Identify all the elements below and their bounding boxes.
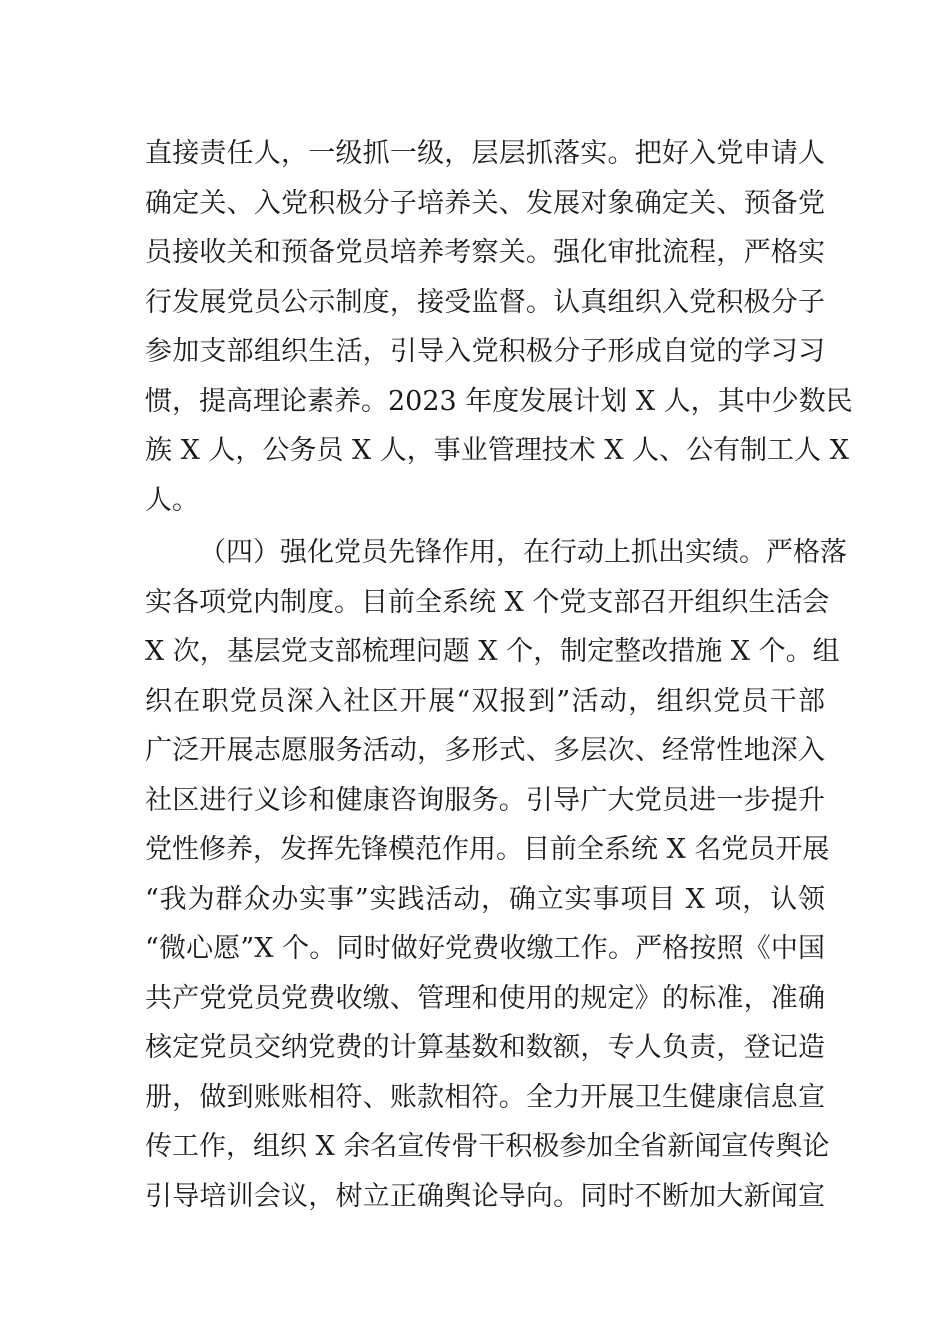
- text-line: 共产党党员党费收缴、管理和使用的规定》的标准，准确: [145, 982, 825, 1014]
- text-line: 传工作，组织 X 余名宣传骨干积极参加全省新闻宣传舆论: [145, 1131, 830, 1162]
- text-line: 实各项党内制度。目前全系统 X 个党支部召开组织生活会: [145, 586, 830, 618]
- text-line: 人。: [145, 484, 199, 516]
- text-line: “微心愿”X 个。同时做好党费收缴工作。严格按照《中国: [145, 933, 825, 964]
- text-line: 广泛开展志愿服务活动，多形式、多层次、经常性地深入: [145, 735, 825, 766]
- text-line: 织在职党员深入社区开展“双报到”活动，组织党员干部: [145, 685, 825, 717]
- text-line: 惯，提高理论素养。2023 年度发展计划 X 人，其中少数民: [145, 385, 853, 417]
- text-line: 参加支部组织生活，引导入党积极分子形成自觉的学习习: [145, 336, 825, 367]
- paragraph-1: [145, 129, 853, 525]
- text-line: 党性修养，发挥先锋模范作用。目前全系统 X 名党员开展: [145, 834, 830, 865]
- text-line: “我为群众办实事”实践活动，确立实事项目 X 项，认领: [145, 883, 825, 915]
- text-line: 员接收关和预备党员培养考察关。强化审批流程，严格实: [145, 237, 825, 268]
- text-line: 社区进行义诊和健康咨询服务。引导广大党员进一步提升: [145, 784, 825, 816]
- text-line: 族 X 人，公务员 X 人，事业管理技术 X 人、公有制工人 X: [145, 435, 849, 466]
- text-line: 册，做到账账相符、账款相符。全力开展卫生健康信息宣: [145, 1081, 825, 1113]
- document-body: [145, 129, 853, 1221]
- text-line: X 次，基层党支部梳理问题 X 个，制定整改措施 X 个。组: [145, 636, 840, 667]
- text-line: 核定党员交纳党费的计算基数和数额，专人负责，登记造: [145, 1032, 825, 1063]
- paragraph-2: [145, 528, 847, 1221]
- text-line: 行发展党员公示制度，接受监督。认真组织入党积极分子: [145, 286, 825, 318]
- text-line: 直接责任人，一级抓一级，层层抓落实。把好入党申请人: [145, 138, 825, 169]
- section-heading-line: （四）强化党员先锋作用，在行动上抓出实绩。严格落: [199, 537, 847, 568]
- text-line: 确定关、入党积极分子培养关、发展对象确定关、预备党: [145, 187, 825, 219]
- text-line: 引导培训会议，树立正确舆论导向。同时不断加大新闻宣: [145, 1180, 825, 1212]
